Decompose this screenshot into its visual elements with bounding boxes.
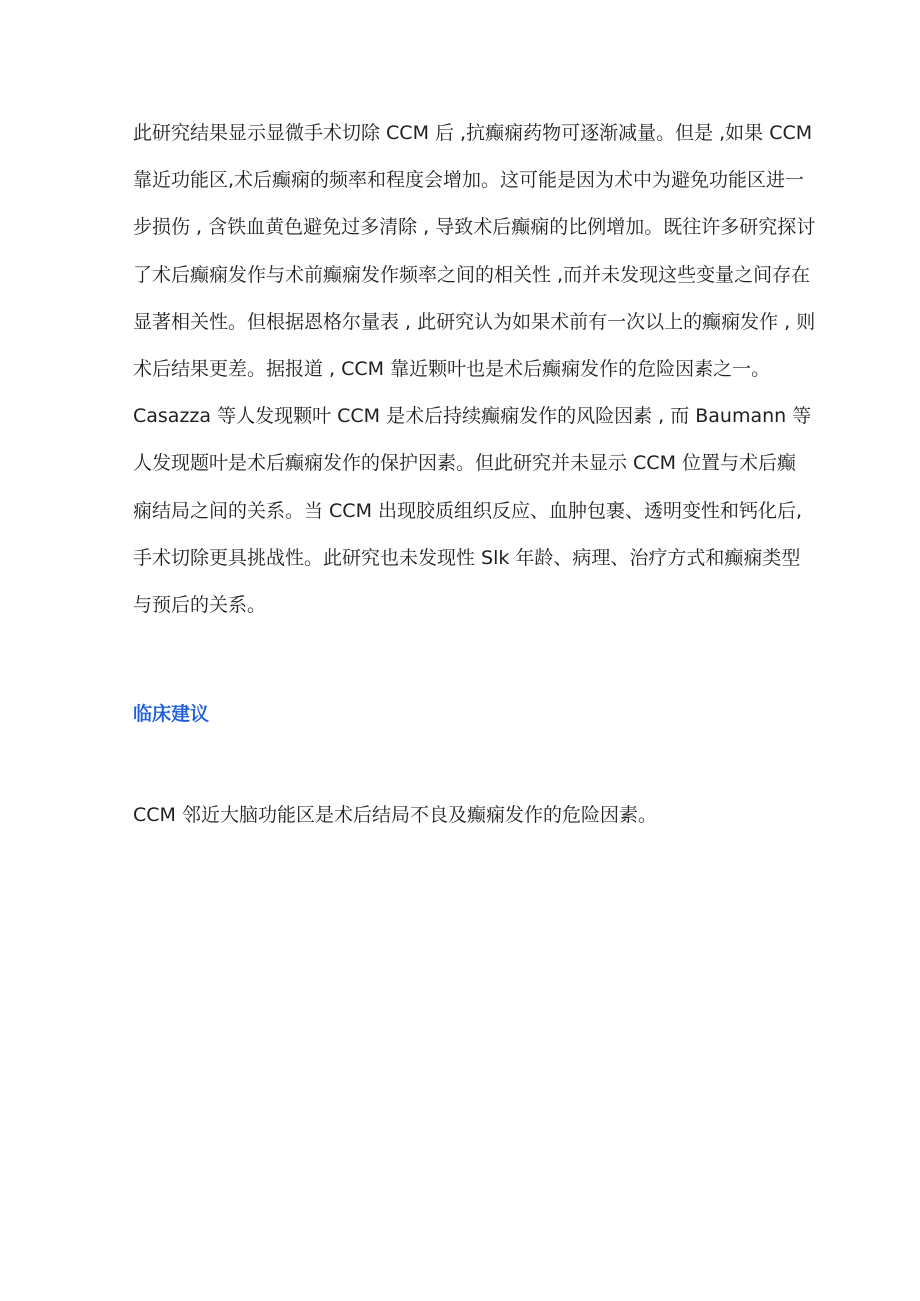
- paragraph-line: 手术切除更具挑战性。此研究也未发现性 Slk 年龄、病理、治疗方式和癫痫类型: [133, 546, 801, 569]
- paragraph-line: 了术后癫痫发作与术前癫痫发作频率之间的相关性 ,而并未发现这些变量之间存在: [133, 263, 811, 286]
- paragraph-line: 人发现题叶是术后癫痫发作的保护因素。但此研究并未显示 CCM 位置与术后癫: [133, 452, 797, 475]
- paragraph-line: CCM 邻近大脑功能区是术后结局不良及癫痫发作的危险因素。: [133, 804, 657, 826]
- section-heading-clinical-recommendations: 临床建议: [133, 703, 210, 725]
- paragraph-line: 痫结局之间的关系。当 CCM 出现胶质组织反应、血肿包裹、透明变性和钙化后,: [133, 499, 803, 522]
- paragraph-line: 显著相关性。但根据恩格尔量表 , 此研究认为如果术前有一次以上的癫痫发作 , 则: [133, 310, 816, 333]
- paragraph-line: 与预后的关系。: [133, 593, 267, 616]
- paragraph-line: 术后结果更差。据报道 , CCM 靠近颗叶也是术后癫痫发作的危险因素之一。: [133, 357, 771, 380]
- paragraph-line: 步损伤 , 含铁血黄色避免过多清除 , 导致术后癫痫的比例增加。既往许多研究探讨: [133, 216, 816, 239]
- paragraph-line: 靠近功能区,术后癫痫的频率和程度会增加。这可能是因为术中为避免功能区进一: [133, 169, 805, 192]
- paragraph-line: Casazza 等人发现颗叶 CCM 是术后持续癫痫发作的风险因素 , 而 Baumann 等: [133, 405, 812, 428]
- paragraph-clinical-recommendation: [133, 792, 793, 839]
- paragraph-line: 此研究结果显示显微手术切除 CCM 后 ,抗癫痫药物可逐渐减量。但是 ,如果 CCM: [133, 122, 813, 144]
- paragraph-results-discussion: [133, 110, 816, 629]
